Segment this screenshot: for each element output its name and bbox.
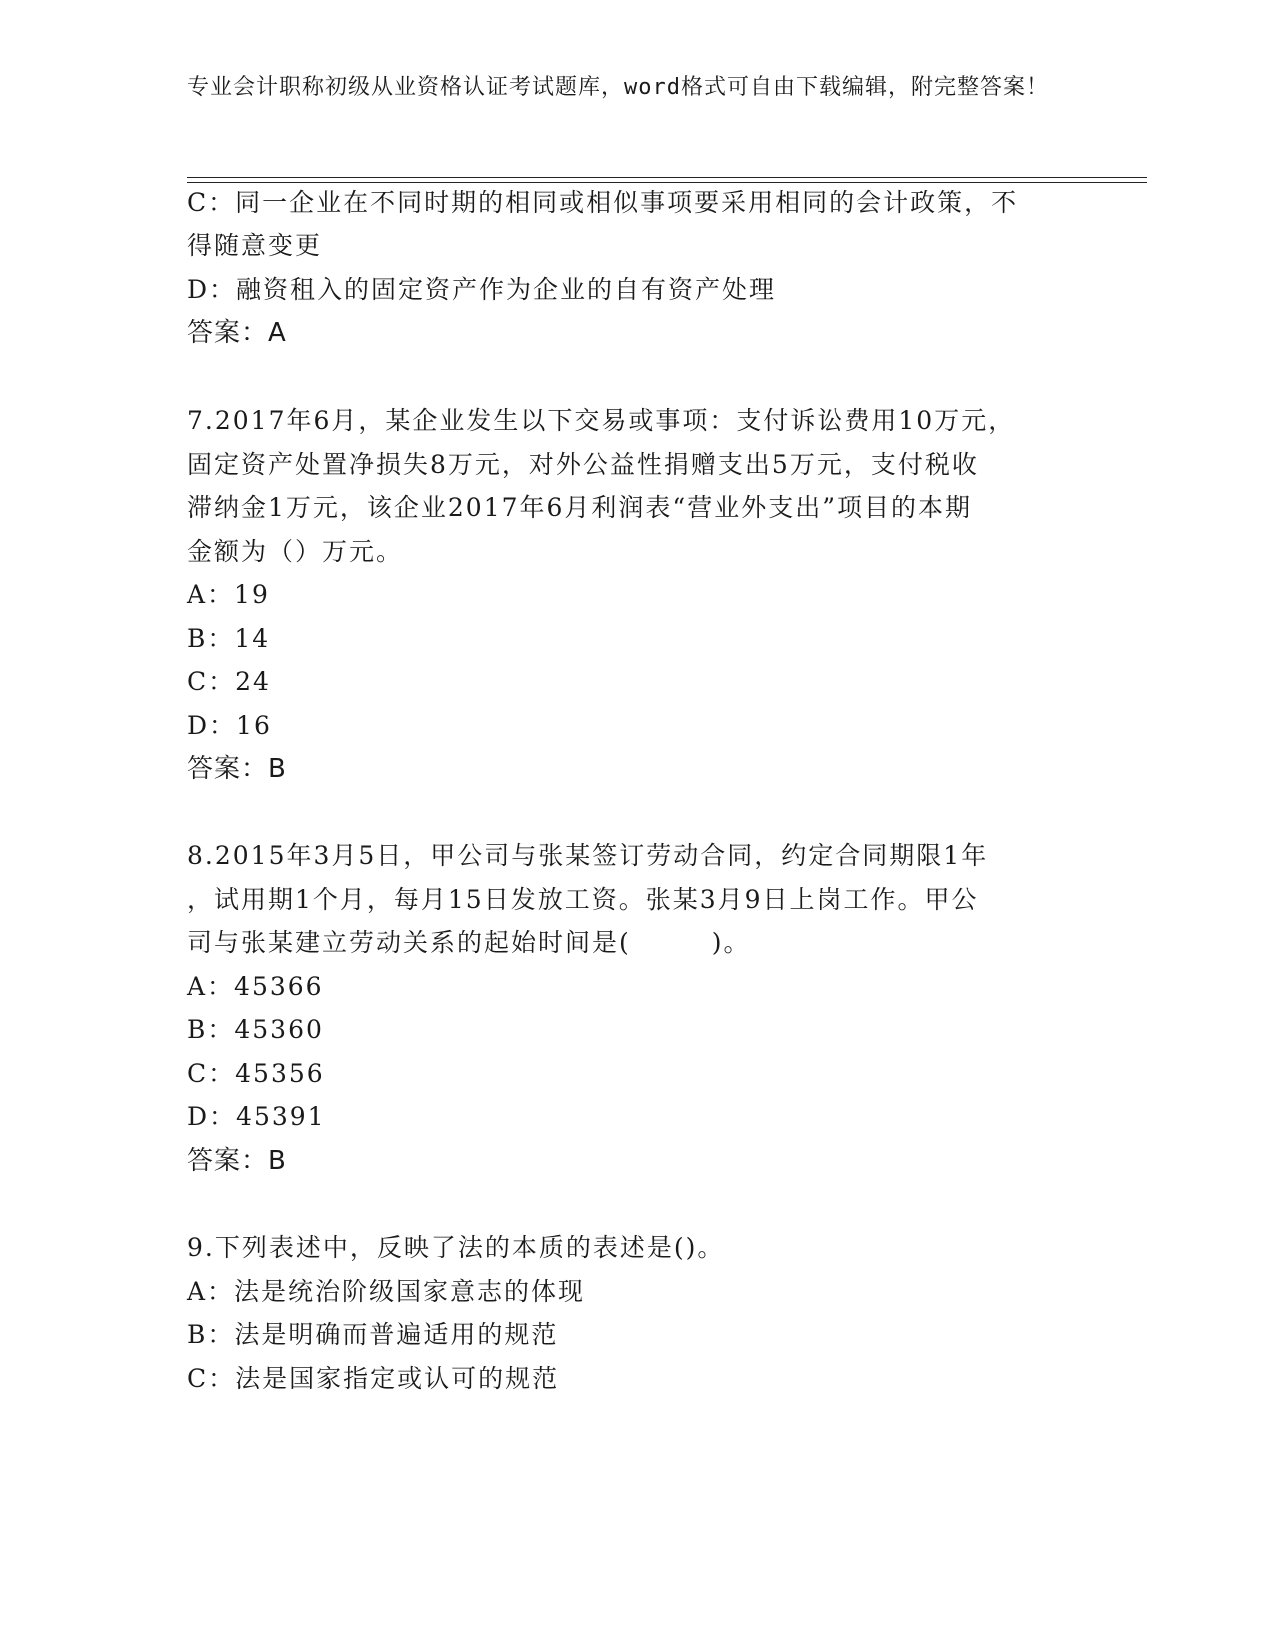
q8-option-a: A：45366 <box>187 972 324 1001</box>
prev-option-c-line1: C：同一企业在不同时期的相同或相似事项要采用相同的会计政策，不 <box>187 188 1019 217</box>
q7-stem-line3: 滞纳金1万元，该企业2017年6月利润表“营业外支出”项目的本期 <box>187 493 972 522</box>
q7-option-b: B：14 <box>187 624 271 653</box>
q9-option-b: B：法是明确而普遍适用的规范 <box>187 1320 559 1349</box>
q7-stem-line1: 7.2017年6月，某企业发生以下交易或事项：支付诉讼费用10万元， <box>187 406 1016 435</box>
q9-option-c: C：法是国家指定或认可的规范 <box>187 1364 560 1393</box>
header-rule-top <box>187 177 1147 178</box>
q8-option-c: C：45356 <box>187 1059 325 1088</box>
prev-option-d: D：融资租入的固定资产作为企业的自有资产处理 <box>187 275 777 304</box>
q7-option-a: A：19 <box>187 580 270 609</box>
q8-option-d: D：45391 <box>187 1102 326 1131</box>
q7-option-c: C：24 <box>187 667 271 696</box>
q7-stem-line2: 固定资产处置净损失8万元，对外公益性捐赠支出5万元，支付税收 <box>187 450 979 479</box>
header-rule-bottom <box>187 182 1147 183</box>
q8-stem-line3: 司与张某建立劳动关系的起始时间是( )。 <box>187 928 751 957</box>
q8-stem-line1: 8.2015年3月5日，甲公司与张某签订劳动合同，约定合同期限1年 <box>187 841 989 870</box>
header-note: 专业会计职称初级从业资格认证考试题库，word格式可自由下载编辑，附完整答案！ <box>187 75 1049 100</box>
q7-answer: 答案：B <box>187 754 287 784</box>
q7-option-d: D：16 <box>187 711 272 740</box>
q9-option-a: A：法是统治阶级国家意志的体现 <box>187 1277 586 1306</box>
q8-answer: 答案：B <box>187 1146 287 1176</box>
q9-stem-line1: 9.下列表述中，反映了法的本质的表述是()。 <box>187 1233 725 1262</box>
prev-option-c-line2: 得随意变更 <box>187 231 323 260</box>
q8-stem-line2: ，试用期1个月，每月15日发放工资。张某3月9日上岗工作。甲公 <box>187 885 979 914</box>
prev-answer: 答案：A <box>187 318 287 348</box>
q8-option-b: B：45360 <box>187 1015 324 1044</box>
q7-stem-line4: 金额为（）万元。 <box>187 537 404 566</box>
